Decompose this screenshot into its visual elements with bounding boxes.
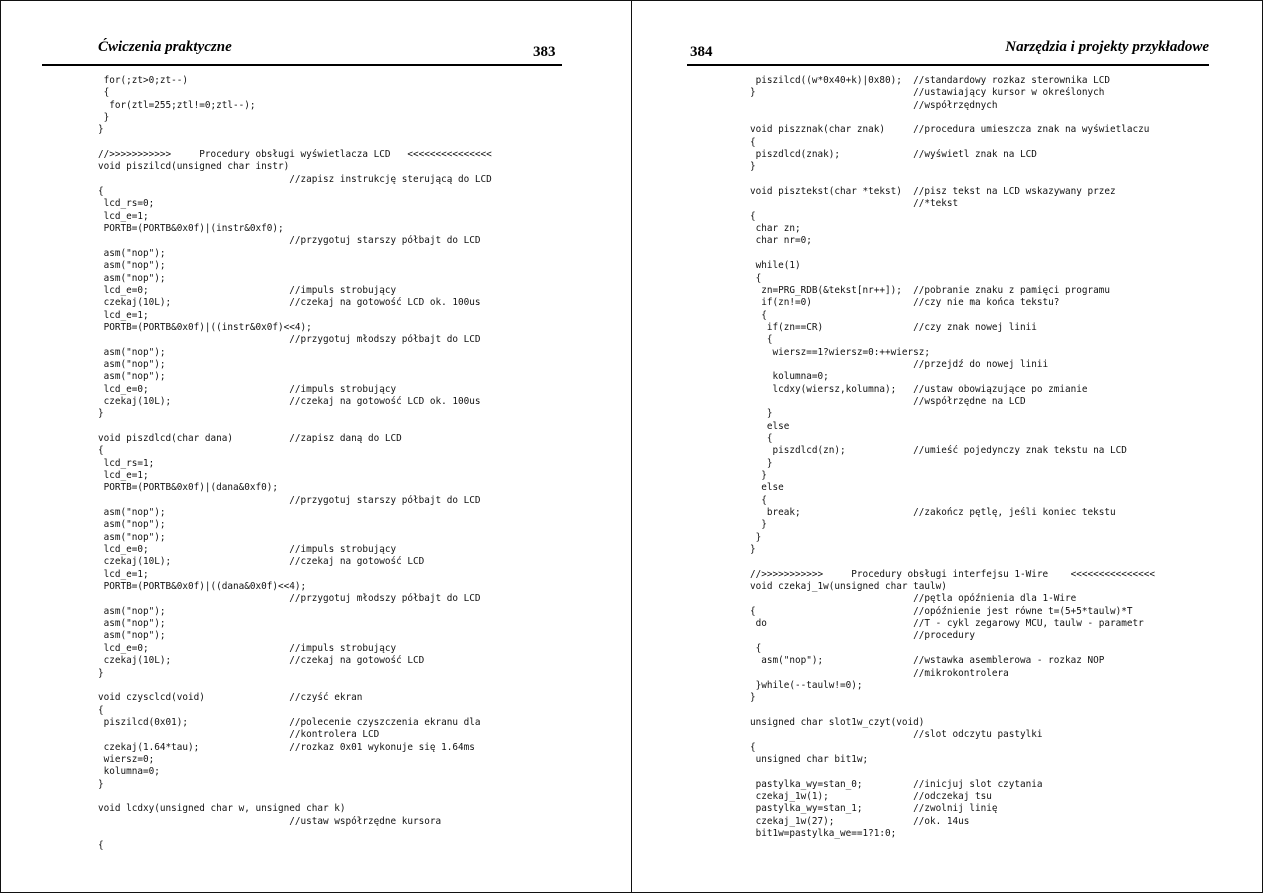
code-line: { — [750, 741, 756, 753]
code-line: zn=PRG_RDB(&tekst[nr++]); //pobranie znaku z pamięci programu — [750, 284, 1111, 296]
code-line: PORTB=(PORTB&0x0f)|(instr&0xf0); — [98, 223, 284, 235]
code-line — [98, 680, 492, 692]
code-line: do //T - cykl zegarowy MCU, taulw - parametr — [750, 618, 1144, 630]
code-line: asm("nop"); — [98, 519, 166, 531]
right-header-rule — [687, 64, 1209, 66]
code-line: char zn; — [750, 223, 801, 235]
code-line: asm("nop"); //wstawka asemblerowa - rozkaz NOP — [750, 655, 1105, 667]
right-page-title: Narzędzia i projekty przykładowe — [1005, 39, 1209, 55]
code-line: lcd_e=0; //impuls strobujący — [98, 642, 397, 654]
left-code-listing — [98, 75, 492, 853]
code-line: //przygotuj młodszy półbajt do LCD — [98, 334, 481, 346]
code-line: } — [98, 408, 104, 420]
code-line: asm("nop"); — [98, 605, 166, 617]
code-line: else — [750, 420, 790, 432]
code-line: asm("nop"); — [98, 507, 166, 519]
code-line: //slot odczytu pastylki — [750, 729, 1043, 741]
code-line: void piszznak(char znak) //procedura umieszcza znak na wyświetlaczu — [750, 124, 1150, 136]
code-line: lcd_e=1; — [98, 470, 149, 481]
code-line: asm("nop"); — [98, 346, 166, 358]
code-line — [98, 137, 492, 149]
code-line: //przygotuj starszy półbajt do LCD — [98, 494, 481, 506]
code-line: { — [750, 494, 767, 506]
left-page — [0, 0, 631, 893]
code-line: //procedury — [750, 630, 976, 642]
code-line: { — [750, 272, 762, 284]
left-page-title: Ćwiczenia praktyczne — [98, 39, 232, 55]
code-line: asm("nop"); — [98, 630, 166, 642]
code-line: } — [98, 667, 104, 679]
code-line: } — [750, 161, 756, 173]
code-line: } — [750, 408, 773, 420]
code-line: unsigned char slot1w_czyt(void) — [750, 716, 925, 728]
code-line: //przygotuj starszy półbajt do LCD — [98, 235, 481, 247]
code-line: { — [98, 87, 110, 99]
code-line: void piszilcd(unsigned char instr) — [98, 161, 290, 173]
code-line: //*tekst — [750, 198, 959, 210]
code-line: piszdlcd(znak); //wyświetl znak na LCD — [750, 149, 1037, 161]
code-line: //przygotuj młodszy półbajt do LCD — [98, 593, 481, 605]
left-header-rule — [42, 64, 562, 66]
code-line: //zapisz instrukcję sterującą do LCD — [98, 173, 492, 185]
code-line: while(1) — [750, 260, 801, 272]
code-line: PORTB=(PORTB&0x0f)|((instr&0x0f)<<4); — [98, 321, 312, 333]
code-line: { — [750, 334, 773, 346]
code-line: lcd_e=0; //impuls strobujący — [98, 544, 397, 556]
right-page-header — [632, 0, 1263, 70]
code-line: //pętla opóźnienia dla 1-Wire — [750, 593, 1077, 605]
code-line: } — [750, 692, 756, 704]
code-line: lcdxy(wiersz,kolumna); //ustaw obowiązujące po zmianie — [750, 383, 1088, 395]
code-line: wiersz==1?wiersz=0:++wiersz; — [750, 346, 931, 358]
code-line: //kontrolera LCD — [98, 729, 380, 741]
code-line: lcd_e=0; //impuls strobujący — [98, 284, 397, 296]
code-line: if(zn!=0) //czy nie ma końca tekstu? — [750, 297, 1060, 309]
code-line: { — [750, 309, 767, 321]
right-code-listing — [750, 75, 1155, 840]
code-line: { — [750, 210, 756, 222]
right-page-number: 384 — [690, 44, 713, 60]
code-line: czekaj(1.64*tau); //rozkaz 0x01 wykonuje się 1.64ms — [98, 741, 475, 753]
code-line: //przejdź do nowej linii — [750, 358, 1049, 370]
code-line: { — [98, 186, 104, 198]
code-line: lcd_e=0; //impuls strobujący — [98, 383, 397, 395]
code-line: } — [750, 544, 756, 556]
code-line: piszilcd((w*0x40+k)|0x80); //standardowy rozkaz sterownika LCD — [750, 75, 1111, 86]
code-line: else — [750, 482, 784, 494]
code-line: //współrzędne na LCD — [750, 395, 1026, 407]
code-line: piszilcd(0x01); //polecenie czyszczenia ekranu dla — [98, 716, 481, 728]
code-line: void czekaj_1w(unsigned char taulw) — [750, 581, 947, 593]
code-line: } — [750, 470, 767, 481]
code-line: kolumna=0; — [750, 371, 829, 383]
code-line: asm("nop"); — [98, 371, 166, 383]
left-page-header — [0, 0, 631, 70]
code-line: { — [750, 642, 762, 654]
code-line — [750, 556, 1155, 568]
code-line: void lcdxy(unsigned char w, unsigned char k) — [98, 803, 346, 815]
code-line: asm("nop"); — [98, 618, 166, 630]
right-page — [632, 0, 1263, 893]
code-line: czekaj_1w(27); //ok. 14us — [750, 815, 970, 827]
code-line: wiersz=0; — [98, 753, 155, 765]
code-line: void pisztekst(char *tekst) //pisz tekst na LCD wskazywany przez — [750, 186, 1116, 198]
code-line: czekaj(10L); //czekaj na gotowość LCD — [98, 655, 425, 667]
code-line: char nr=0; — [750, 235, 812, 247]
code-line — [98, 828, 492, 840]
code-line: void piszdlcd(char dana) //zapisz daną do LCD — [98, 432, 402, 444]
code-line: { — [750, 432, 773, 444]
code-line: for(ztl=255;ztl!=0;ztl--); — [98, 99, 256, 111]
code-line: pastylka_wy=stan_1; //zwolnij linię — [750, 803, 998, 815]
code-line: } — [98, 778, 104, 790]
code-line: } — [98, 124, 104, 136]
code-line — [98, 421, 492, 433]
code-line: asm("nop"); — [98, 272, 166, 284]
code-line: { — [98, 704, 104, 716]
code-line — [750, 705, 1155, 717]
code-line: //>>>>>>>>>>> Procedury obsługi interfejsu 1-Wire <<<<<<<<<<<<<<< — [750, 568, 1156, 580]
code-line: asm("nop"); — [98, 358, 166, 370]
code-line: for(;zt>0;zt--) — [98, 75, 189, 86]
code-line: PORTB=(PORTB&0x0f)|(dana&0xf0); — [98, 482, 279, 494]
code-line: } — [750, 457, 773, 469]
code-line: asm("nop"); — [98, 247, 166, 259]
code-line: asm("nop"); — [98, 531, 166, 543]
code-line: { — [750, 136, 756, 148]
code-line — [750, 112, 1155, 124]
code-line: pastylka_wy=stan_0; //inicjuj slot czytania — [750, 778, 1043, 790]
code-line: lcd_rs=0; — [98, 198, 155, 210]
code-line: } — [750, 519, 767, 531]
code-line: } — [750, 531, 762, 543]
code-line: lcd_e=1; — [98, 309, 149, 321]
code-line: //ustaw współrzędne kursora — [98, 815, 442, 827]
code-line: }while(--taulw!=0); — [750, 679, 863, 691]
code-line — [750, 248, 1155, 260]
code-line: break; //zakończ pętlę, jeśli koniec tekstu — [750, 507, 1116, 519]
code-line: lcd_e=1; — [98, 210, 149, 222]
code-line: //współrzędnych — [750, 99, 998, 111]
code-line: asm("nop"); — [98, 260, 166, 272]
code-line: unsigned char bit1w; — [750, 753, 869, 765]
left-page-number: 383 — [533, 44, 556, 60]
code-line: piszdlcd(zn); //umieść pojedynczy znak tekstu na LCD — [750, 445, 1127, 457]
code-line: if(zn==CR) //czy znak nowej linii — [750, 321, 1037, 333]
code-line: { — [98, 840, 104, 852]
code-line: } — [98, 112, 110, 124]
code-line — [98, 791, 492, 803]
code-line: PORTB=(PORTB&0x0f)|((dana&0x0f)<<4); — [98, 581, 307, 593]
code-line: { — [98, 445, 104, 457]
code-line — [750, 174, 1155, 186]
code-line: } //ustawiający kursor w określonych — [750, 87, 1105, 99]
code-line: //mikrokontrolera — [750, 667, 1009, 679]
code-line: czekaj(10L); //czekaj na gotowość LCD ok. 100us — [98, 395, 481, 407]
code-line: czekaj(10L); //czekaj na gotowość LCD — [98, 556, 425, 568]
code-line: void czysclcd(void) //czyść ekran — [98, 692, 363, 704]
code-line: czekaj(10L); //czekaj na gotowość LCD ok. 100us — [98, 297, 481, 309]
code-line: czekaj_1w(1); //odczekaj tsu — [750, 790, 992, 802]
code-line: lcd_e=1; — [98, 568, 149, 580]
code-line: { //opóźnienie jest równe t=(5+5*taulw)*T — [750, 605, 1133, 617]
code-line: //>>>>>>>>>>> Procedury obsługi wyświetlacza LCD <<<<<<<<<<<<<<< — [98, 149, 492, 161]
code-line — [750, 766, 1155, 778]
code-line: bit1w=pastylka_we==1?1:0; — [750, 827, 897, 839]
code-line: kolumna=0; — [98, 766, 160, 778]
code-line: lcd_rs=1; — [98, 457, 155, 469]
